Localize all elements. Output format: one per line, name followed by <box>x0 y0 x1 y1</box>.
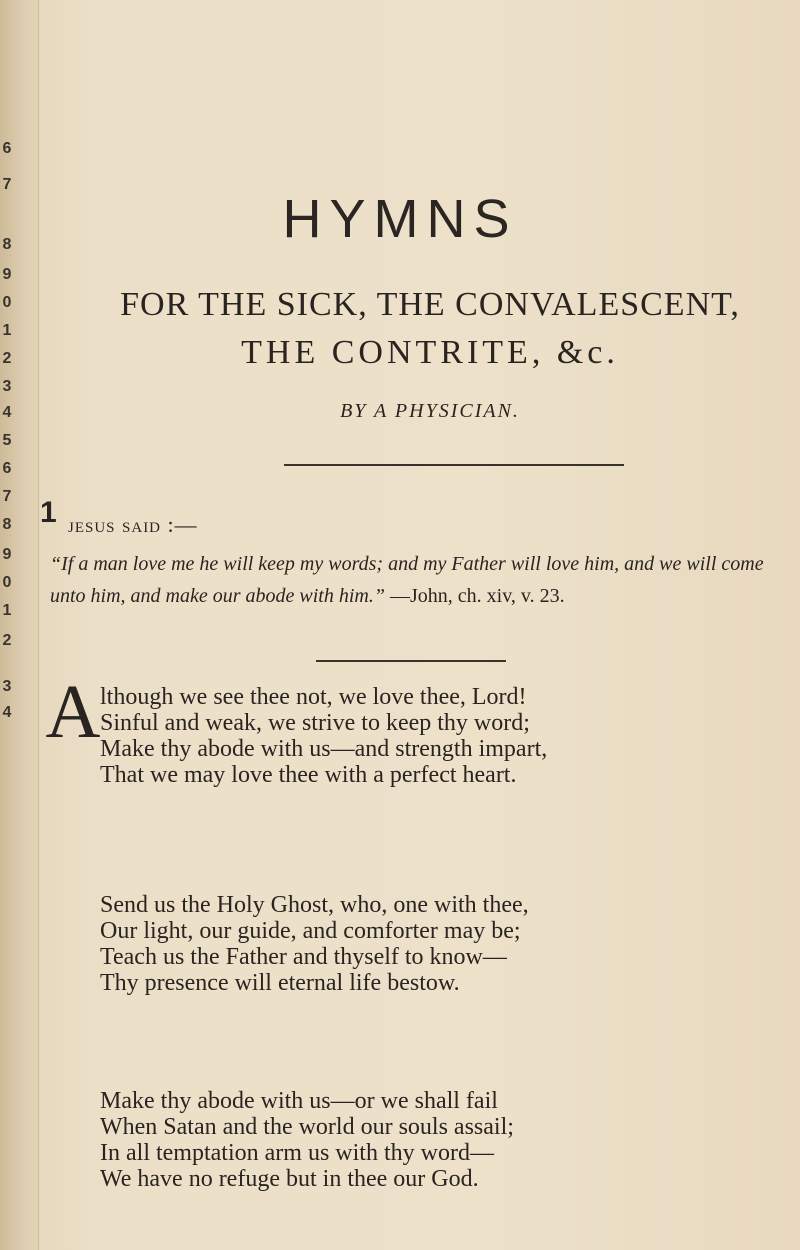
page-title: HYMNS <box>282 189 518 249</box>
gutter-number: 5 <box>2 432 12 449</box>
divider-rule <box>284 464 624 466</box>
jesus-said-heading <box>68 512 198 538</box>
verse-line: Make thy abode with us—and strength impart, <box>100 736 548 762</box>
gutter-number: 7 <box>2 176 12 193</box>
gutter-number: 0 <box>2 574 12 591</box>
epigraph-citation: —John, ch. xiv, v. 23. <box>390 585 565 607</box>
verse-line: Send us the Holy Ghost, who, one with thee, <box>100 892 529 918</box>
verse-line: That we may love thee with a perfect heart. <box>100 762 517 788</box>
gutter-number: 9 <box>2 266 12 283</box>
verse-line: Sinful and weak, we strive to keep thy word; <box>100 710 530 736</box>
gutter-number: 4 <box>2 404 12 421</box>
verse-line: lthough we see thee not, we love thee, Lord! <box>100 684 527 710</box>
verse-line: In all temptation arm us with thy word— <box>100 1140 494 1166</box>
gutter-number: 0 <box>2 294 12 311</box>
divider-rule-short <box>316 660 506 662</box>
subtitle-line-2: THE CONTRITE, &c. <box>241 334 619 371</box>
stanza-2 <box>100 892 740 996</box>
epigraph-quote: “If a man love me he will keep my words; and my Father will love him, and we will come unto him, and make our abode with him.” <box>50 553 764 607</box>
ornamental-dropcap: A <box>45 670 101 754</box>
subtitle-line-1: FOR THE SICK, THE CONVALESCENT, <box>120 286 740 323</box>
gutter-number: 9 <box>2 546 12 563</box>
stanza-3 <box>100 1088 740 1192</box>
verse-line: When Satan and the world our souls assail; <box>100 1114 514 1140</box>
verse-line: Our light, our guide, and comforter may be; <box>100 918 521 944</box>
gutter-number: 8 <box>2 236 12 253</box>
stanza-1 <box>100 684 740 788</box>
hymn-number: 1 <box>40 496 57 529</box>
gutter-number: 3 <box>2 378 12 395</box>
verse-line: Teach us the Father and thyself to know— <box>100 944 507 970</box>
gutter-number: 6 <box>2 460 12 477</box>
gutter-number: 2 <box>2 632 12 649</box>
gutter-number: 1 <box>2 602 12 619</box>
verse-line: Make thy abode with us—or we shall fail <box>100 1088 498 1114</box>
verse-line: We have no refuge but in thee our God. <box>100 1166 479 1192</box>
verse-line: Thy presence will eternal life bestow. <box>100 970 460 996</box>
gutter-number: 1 <box>2 322 12 339</box>
byline: BY A PHYSICIAN. <box>340 400 520 422</box>
gutter-number: 7 <box>2 488 12 505</box>
gutter-number: 4 <box>2 704 12 721</box>
gutter-number: 2 <box>2 350 12 367</box>
gutter-number: 8 <box>2 516 12 533</box>
gutter-number: 3 <box>2 678 12 695</box>
epigraph <box>50 548 780 612</box>
jesus-said-text: jesus said :— <box>68 512 198 537</box>
gutter-number: 6 <box>2 140 12 157</box>
